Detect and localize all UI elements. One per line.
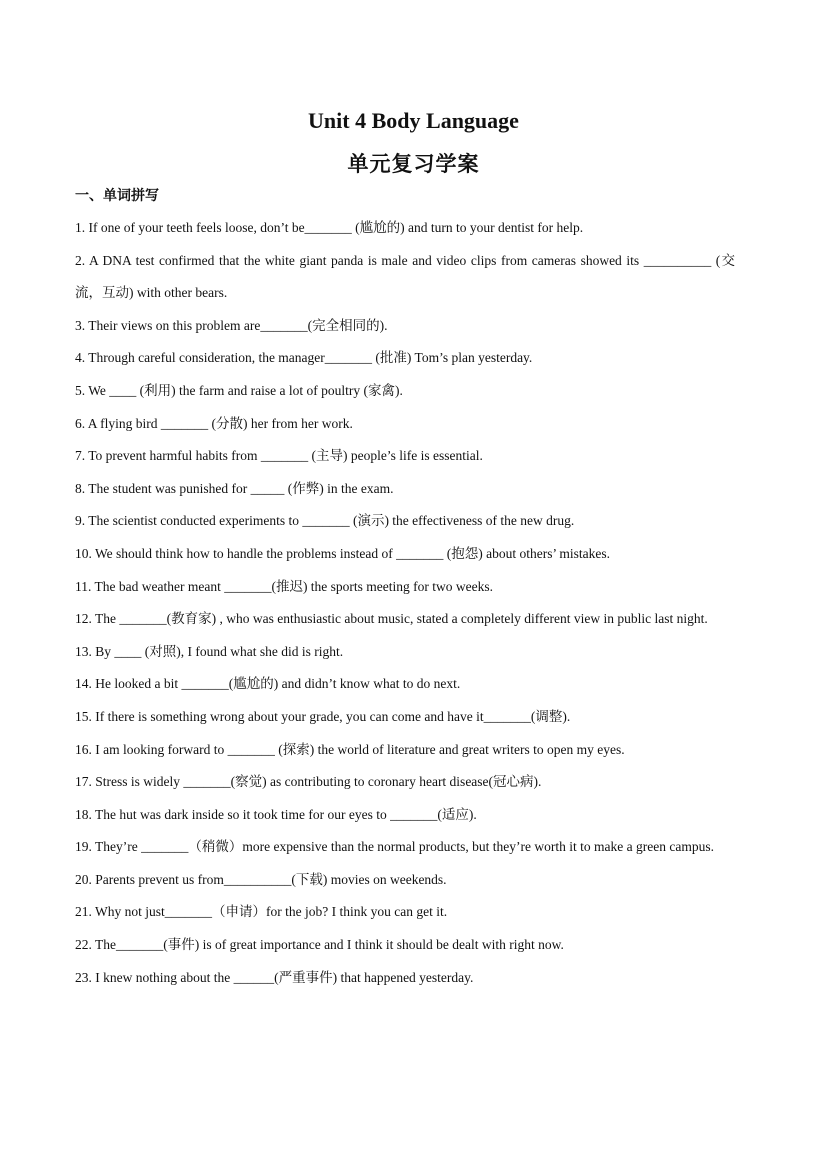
exercise-item: 6. A flying bird _______ (分散) her from her work. bbox=[75, 415, 353, 431]
exercise-item: 21. Why not just_______（申请）for the job? I think you can get it. bbox=[75, 904, 448, 920]
exercise-item: 18. The hut was dark inside so it took time for our eyes to _______(适应). bbox=[75, 806, 477, 822]
document-title: Unit 4 Body Language bbox=[308, 108, 519, 133]
exercise-item: 1. If one of your teeth feels loose, don’t be_______ (尴尬的) and turn to your dentist for help. bbox=[75, 220, 584, 235]
exercise-item: 19. They’re _______（稍微）more expensive than the normal products, but they’re worth it to make a green campus. bbox=[75, 839, 714, 855]
section-heading: 一、单词拼写 bbox=[75, 188, 159, 204]
document-subtitle: 单元复习学案 bbox=[347, 152, 480, 176]
exercise-item: 16. I am looking forward to _______ (探索) the world of literature and great writers to open my eyes. bbox=[75, 741, 625, 757]
exercise-item: 7. To prevent harmful habits from _______ (主导) people’s life is essential. bbox=[75, 448, 483, 464]
exercise-item: 20. Parents prevent us from__________(下载) movies on weekends. bbox=[75, 871, 447, 887]
exercise-item: 14. He looked a bit _______(尴尬的) and didn’t know what to do next. bbox=[75, 676, 461, 692]
exercise-item: 13. By ____ (对照), I found what she did is right. bbox=[75, 643, 344, 659]
exercise-item: 15. If there is something wrong about your grade, you can come and have it_______(调整). bbox=[75, 708, 571, 724]
exercise-item: 9. The scientist conducted experiments to _______ (演示) the effectiveness of the new drug. bbox=[75, 513, 575, 529]
exercise-item: 17. Stress is widely _______(察觉) as contributing to coronary heart disease(冠心病). bbox=[75, 774, 542, 790]
exercise-item: 11. The bad weather meant _______(推迟) the sports meeting for two weeks. bbox=[75, 578, 494, 594]
exercise-item: 8. The student was punished for _____ (作弊) in the exam. bbox=[75, 480, 394, 496]
exercise-list bbox=[75, 212, 735, 994]
exercise-item: 12. The _______(教育家) , who was enthusiastic about music, stated a completely different view in public last night. bbox=[75, 611, 708, 627]
exercise-item: 2. A DNA test confirmed that the white giant panda is male and video clips from cameras showed its __________ (交流，互动) with other bears. bbox=[75, 252, 735, 301]
exercise-item: 10. We should think how to handle the problems instead of _______ (抱怨) about others’ mistakes. bbox=[75, 545, 610, 561]
exercise-item: 22. The_______(事件) is of great importance and I think it should be dealt with right now. bbox=[75, 937, 564, 953]
exercise-item: 5. We ____ (利用) the farm and raise a lot of poultry (家禽). bbox=[75, 382, 403, 398]
exercise-item: 23. I knew nothing about the ______(严重事件) that happened yesterday. bbox=[75, 969, 474, 985]
exercise-item: 3. Their views on this problem are_______(完全相同的). bbox=[75, 317, 388, 333]
exercise-item: 4. Through careful consideration, the manager_______ (批准) Tom’s plan yesterday. bbox=[75, 350, 533, 366]
